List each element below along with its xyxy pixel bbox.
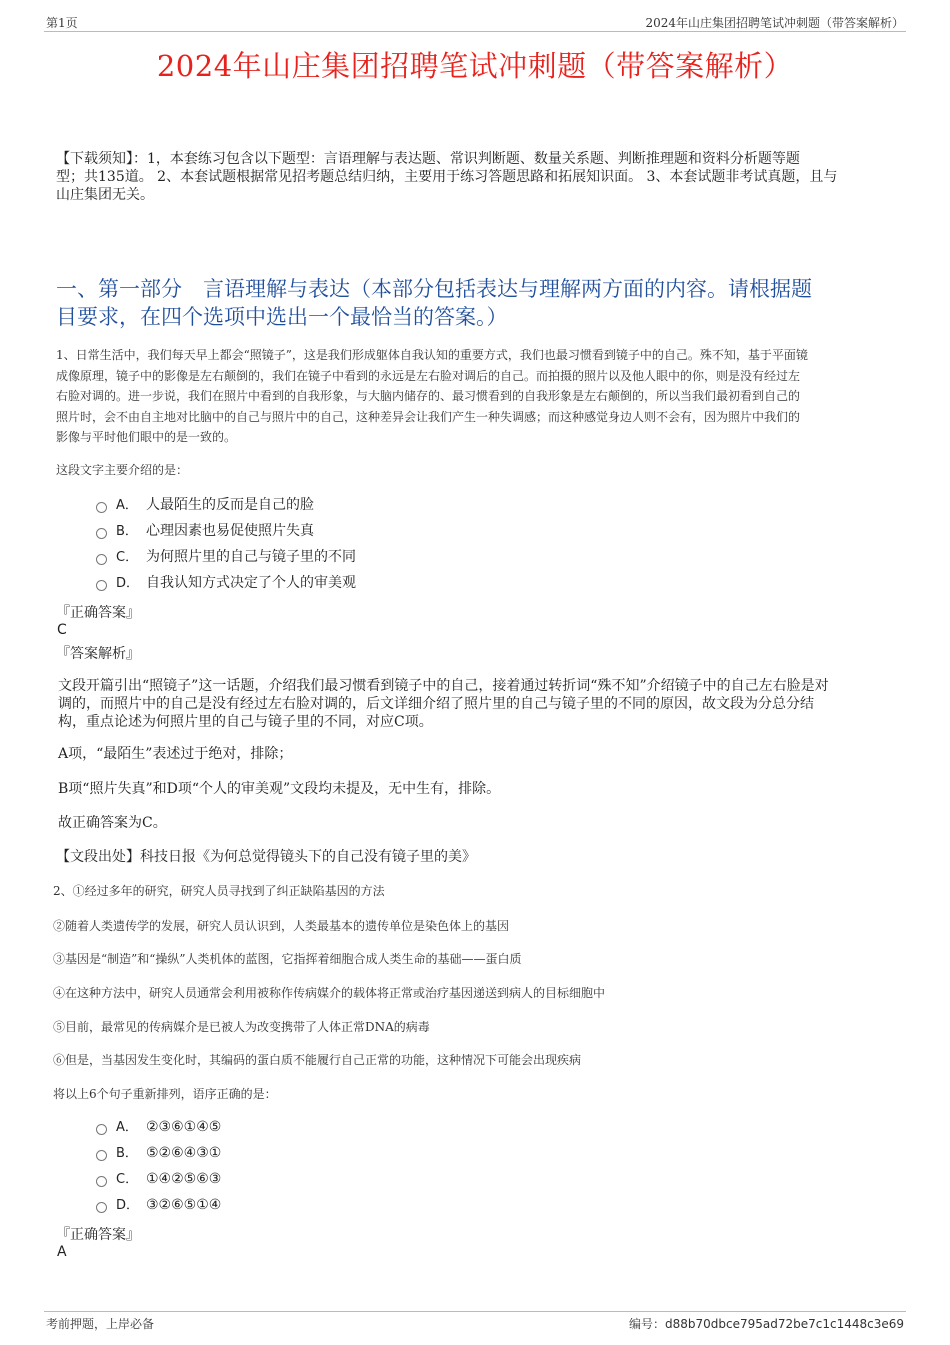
- q2-option-a[interactable]: [96, 1116, 221, 1138]
- section-heading-line: 目要求，在四个选项中选出一个最恰当的答案。）: [56, 305, 508, 329]
- option-letter: B．: [116, 524, 138, 539]
- option-letter: D．: [116, 1198, 140, 1213]
- option-text: ②③⑥①④⑤: [146, 1119, 222, 1135]
- analysis-line: 构，重点论述为何照片里的自己与镜子里的不同，对应C项。: [58, 714, 433, 730]
- radio-icon[interactable]: [96, 1150, 107, 1161]
- footer-slogan: 考前押题，上岸必备: [46, 1317, 155, 1331]
- option-letter: D．: [116, 576, 140, 591]
- header-doc-title: 2024年山庄集团招聘笔试冲刺题（带答案解析）: [645, 16, 904, 30]
- radio-icon[interactable]: [96, 1124, 107, 1135]
- q1-option-b[interactable]: [96, 520, 314, 542]
- footer-code-value: d88b70dbce795ad72be7c1c1448c3e69: [664, 1317, 904, 1331]
- option-text: ①④②⑤⑥③: [146, 1171, 222, 1187]
- q1-analysis-bd: B项“照片失真”和D项“个人的审美观”文段均未提及，无中生有，排除。: [58, 781, 501, 797]
- radio-icon[interactable]: [96, 1176, 107, 1187]
- option-letter: B．: [116, 1146, 138, 1161]
- q2-option-c[interactable]: [96, 1168, 221, 1190]
- q1-option-d[interactable]: [96, 572, 356, 594]
- passage-line: 成像原理，镜子中的影像是左右颠倒的，我们在镜子中看到的永远是左右脸对调后的自己。而拍摄的照片以及他人眼中的你，则是没有经过左: [56, 368, 801, 383]
- q1-analysis-a: A项，“最陌生”表述过于绝对，排除；: [58, 746, 293, 762]
- q1-passage: [56, 345, 906, 448]
- option-letter: A．: [116, 498, 138, 513]
- option-text: 自我认知方式决定了个人的审美观: [146, 575, 356, 591]
- radio-icon[interactable]: [96, 554, 107, 565]
- q2-question: 将以上6个句子重新排列，语序正确的是：: [53, 1087, 277, 1101]
- q2-sentence: 2、①经过多年的研究，研究人员寻找到了纠正缺陷基因的方法: [53, 884, 385, 898]
- footer-divider: [44, 1311, 906, 1312]
- q1-analysis-label: 『答案解析』: [56, 646, 140, 662]
- q1-question: 这段文字主要介绍的是：: [56, 463, 189, 477]
- page-title: 2024年山庄集团招聘笔试冲刺题（带答案解析）: [156, 49, 794, 83]
- option-letter: C．: [116, 550, 139, 565]
- q2-sentence: ③基因是“制造”和“操纵”人类机体的蓝图，它指挥着细胞合成人类生命的基础——蛋白质: [53, 952, 522, 966]
- radio-icon[interactable]: [96, 1202, 107, 1213]
- q2-option-d[interactable]: [96, 1194, 221, 1216]
- passage-line: 照片时，会不由自主地对比脑中的自己与照片中的自己，这种差异会让我们产生一种失调感；而这种感觉身边人则不会有，因为照片中我们的: [56, 409, 801, 424]
- radio-icon[interactable]: [96, 580, 107, 591]
- option-text: ③②⑥⑤①④: [146, 1197, 222, 1213]
- analysis-line: 文段开篇引出“照镜子”这一话题，介绍我们最习惯看到镜子中的自己，接着通过转折词“殊不知”介绍镜子中的自己左右脸是对: [58, 678, 829, 694]
- q2-answer: A: [57, 1244, 67, 1260]
- q2-sentence: ⑥但是，当基因发生变化时，其编码的蛋白质不能履行自己正常的功能，这种情况下可能会出现疾病: [53, 1053, 582, 1067]
- notice-line: 型；共135道。 2、本套试题根据常见招考题总结归纳，主要用于练习答题思路和拓展知识面。 3、本套试题非考试真题，且与: [56, 169, 838, 185]
- section-heading: [56, 275, 906, 331]
- option-letter: A．: [116, 1120, 138, 1135]
- option-text: 为何照片里的自己与镜子里的不同: [146, 549, 356, 565]
- q2-option-b[interactable]: [96, 1142, 221, 1164]
- option-text: 心理因素也易促使照片失真: [146, 523, 314, 539]
- footer-code-label: 编号：: [628, 1317, 665, 1331]
- q1-conclusion: 故正确答案为C。: [58, 815, 167, 831]
- option-text: 人最陌生的反而是自己的脸: [146, 497, 314, 513]
- q1-answer-label: 『正确答案』: [56, 605, 140, 621]
- q1-analysis: [58, 677, 898, 731]
- q2-sentence: ④在这种方法中，研究人员通常会利用被称作传病媒介的载体将正常或治疗基因递送到病人的目标细胞中: [53, 986, 606, 1000]
- radio-icon[interactable]: [96, 502, 107, 513]
- notice-line: 山庄集团无关。: [56, 187, 154, 203]
- option-letter: C．: [116, 1172, 139, 1187]
- header-divider: [44, 31, 906, 32]
- analysis-line: 调的，而照片中的自己是没有经过左右脸对调的，后文详细介绍了照片里的自己与镜子里的不同的原因，故文段为分总分结: [58, 696, 814, 712]
- section-heading-line: 一、第一部分 言语理解与表达（本部分包括表达与理解两方面的内容。请根据题: [56, 277, 812, 301]
- radio-icon[interactable]: [96, 528, 107, 539]
- page-number: 第1页: [46, 16, 78, 30]
- footer-code: [629, 1315, 904, 1332]
- q2-sentence: ②随着人类遗传学的发展，研究人员认识到，人类最基本的遗传单位是染色体上的基因: [53, 919, 510, 933]
- q2-sentence: ⑤目前，最常见的传病媒介是已被人为改变携带了人体正常DNA的病毒: [53, 1020, 430, 1034]
- option-text: ⑤②⑥④③①: [146, 1145, 222, 1161]
- passage-line: 影像与平时他们眼中的是一致的。: [56, 430, 237, 444]
- q1-option-c[interactable]: [96, 546, 356, 568]
- q2-answer-label: 『正确答案』: [56, 1227, 140, 1243]
- q1-source: 【文段出处】科技日报《为何总觉得镜头下的自己没有镜子里的美》: [56, 849, 476, 865]
- passage-line: 右脸对调的。进一步说，我们在照片中看到的自我形象，与大脑内储存的、最习惯看到的自我形象是左右颠倒的，所以当我们最初看到自己的: [56, 389, 801, 403]
- download-notice: [56, 150, 906, 204]
- q1-option-a[interactable]: [96, 494, 314, 516]
- passage-line: 1、日常生活中，我们每天早上都会“照镜子”，这是我们形成躯体自我认知的重要方式，我们也最习惯看到镜子中的自己。殊不知，基于平面镜: [56, 348, 808, 362]
- notice-line: 【下载须知】：1，本套练习包含以下题型：言语理解与表达题、常识判断题、数量关系题、判断推理题和资料分析题等题: [56, 151, 800, 167]
- q1-answer: C: [57, 622, 67, 638]
